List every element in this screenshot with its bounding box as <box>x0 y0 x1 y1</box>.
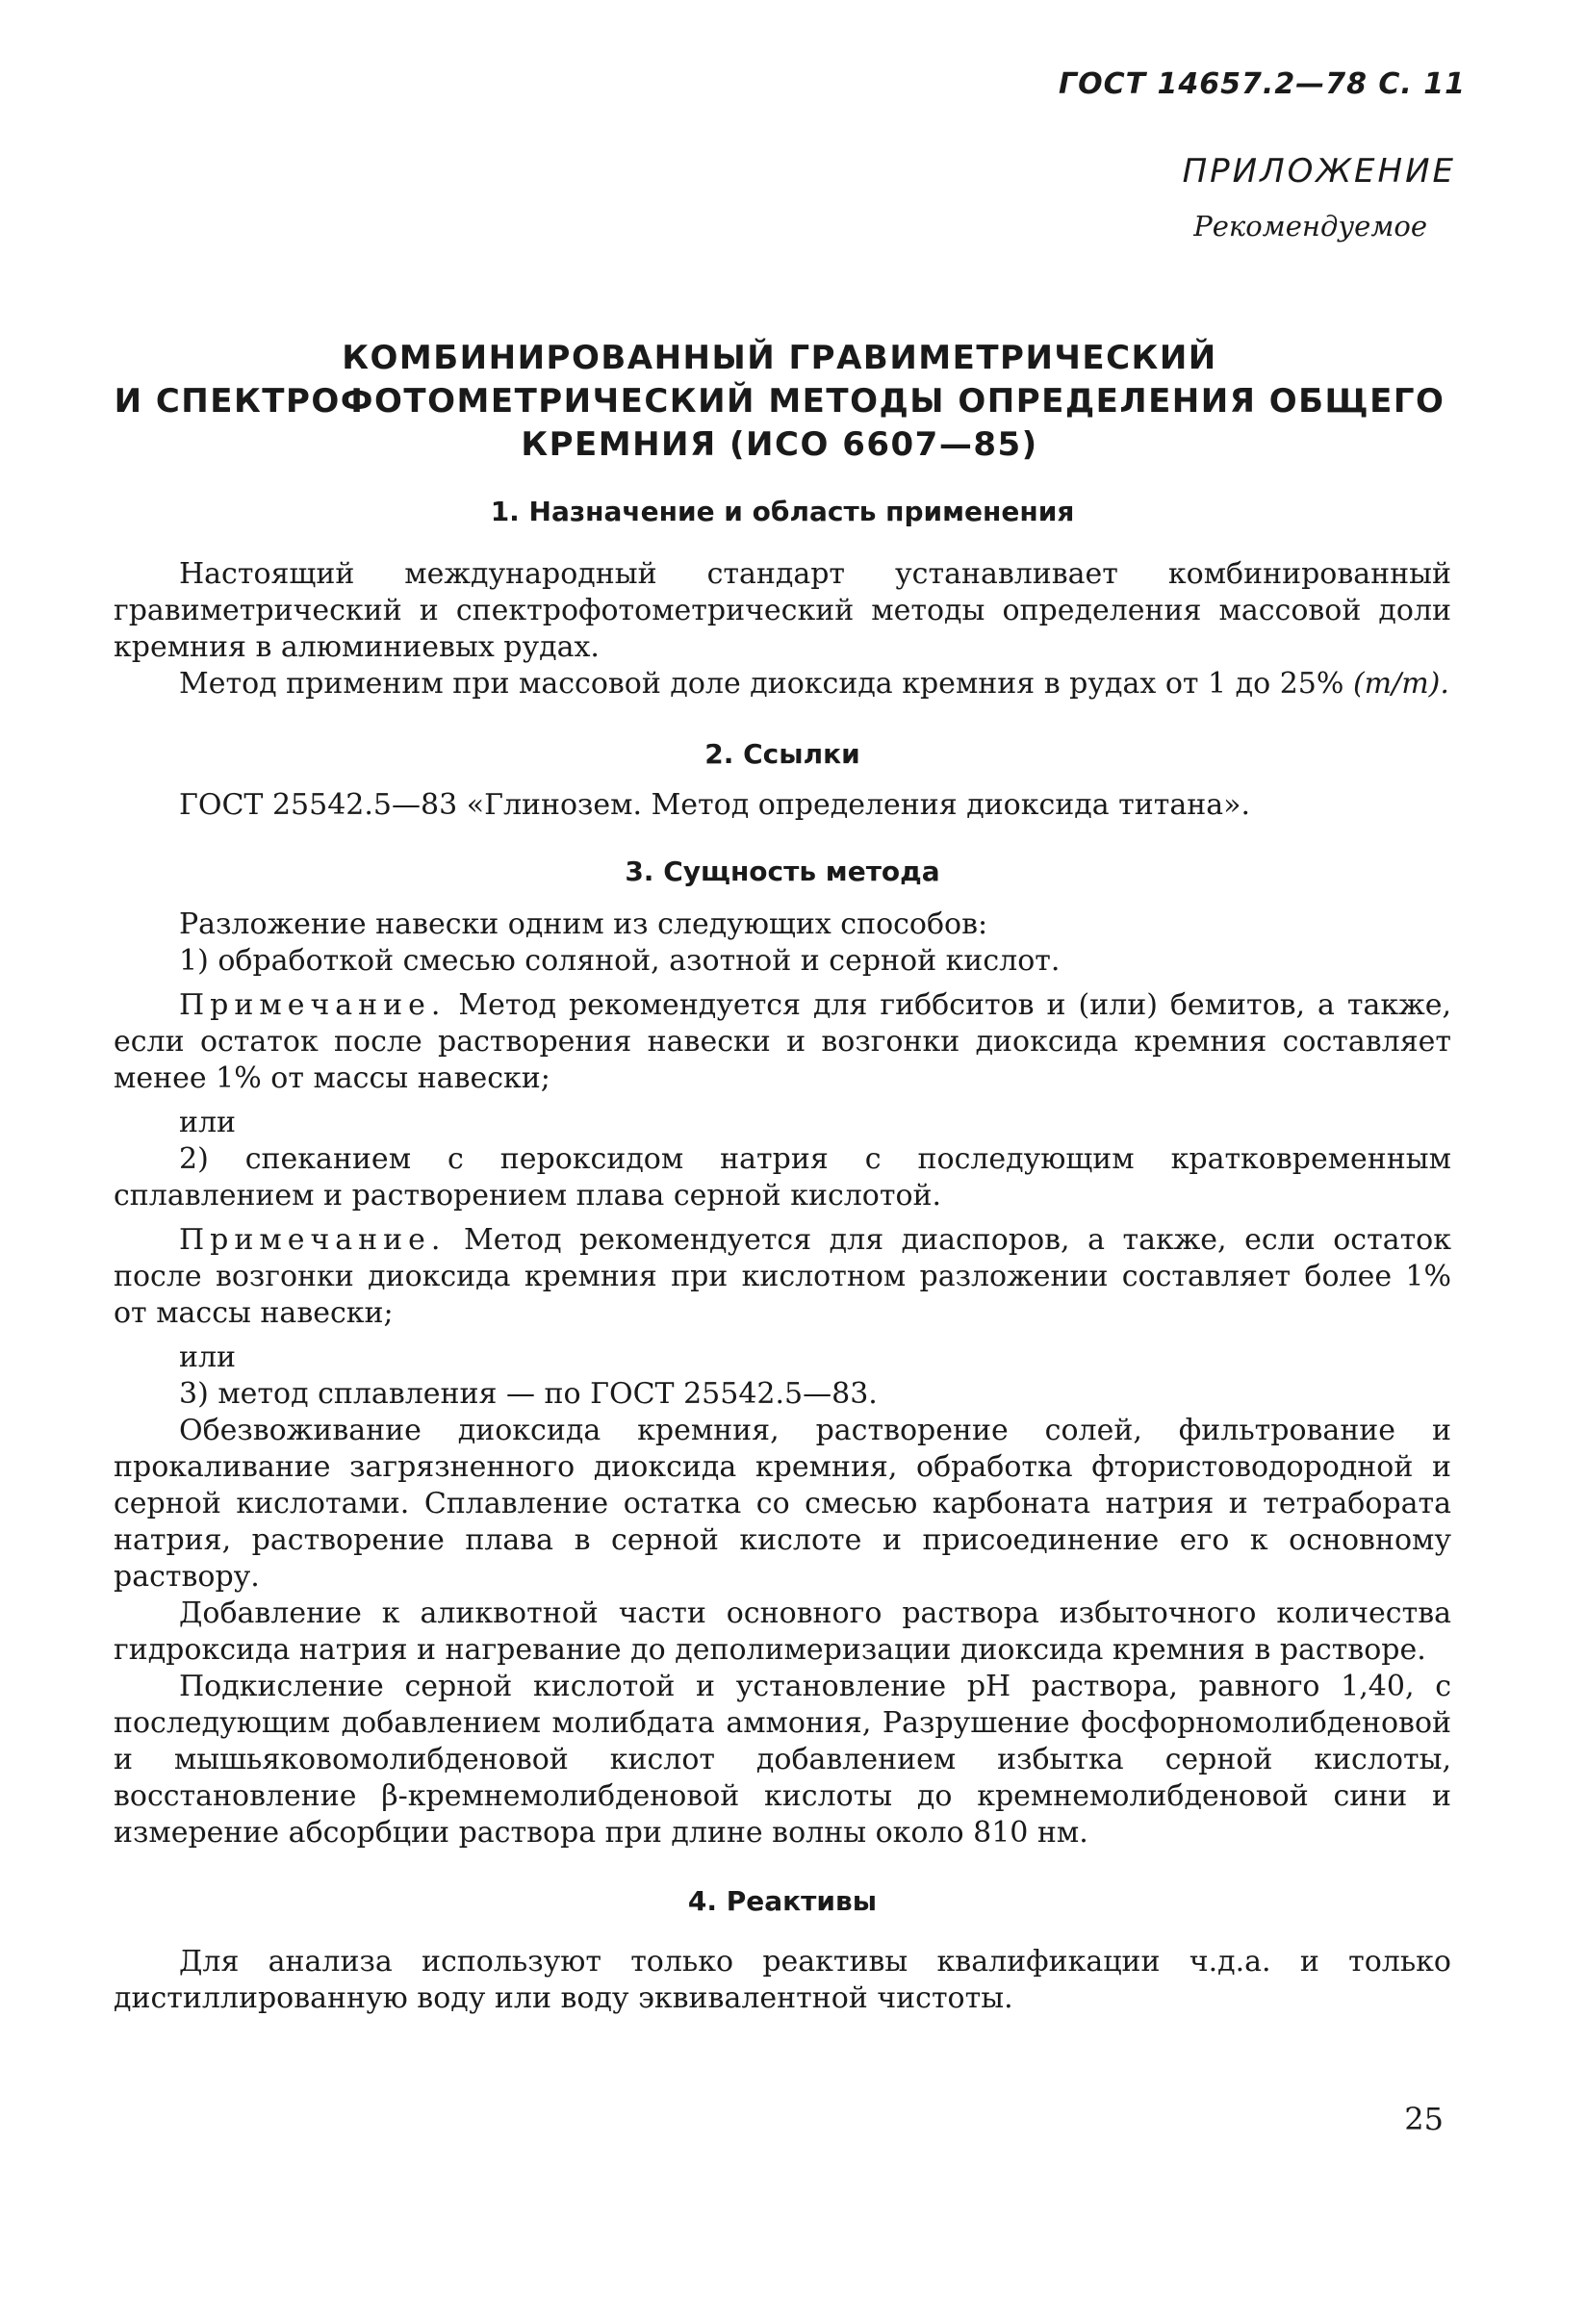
title-line-2: И СПЕКТРОФОТОМЕТРИЧЕСКИЙ МЕТОДЫ ОПРЕДЕЛЕНИЯ ОБЩЕГО <box>114 382 1445 421</box>
section-4-heading: 4. Реактивы <box>687 1885 878 1917</box>
section-3-item-2: 2) спеканием с пероксидом натрия с последующим кратковременным сплавлением и растворением плава серной кислотой. <box>114 1142 1451 1213</box>
section-1-heading: 1. Назначение и область применения <box>490 496 1075 527</box>
section-3-or-1: или <box>179 1106 237 1139</box>
section-3-aliquot: Добавление к аликвотной части основного раствора избыточного количества гидроксида натрия и нагревание до деполимеризации диоксида кремния в растворе. <box>114 1596 1451 1667</box>
title-line-3: КРЕМНИЯ (ИСО 6607—85) <box>521 425 1038 464</box>
section-2-heading: 2. Ссылки <box>704 738 860 770</box>
page-number: 25 <box>1404 2101 1444 2137</box>
title-line-1: КОМБИНИРОВАННЫЙ ГРАВИМЕТРИЧЕСКИЙ <box>342 339 1217 377</box>
note-label-2: Примечание. <box>179 1223 447 1257</box>
section-3-dehydration: Обезвоживание диоксида кремния, растворение солей, фильтрование и прокаливание загрязненного диоксида кремния, обработка фтористоводородной и серной кислотами. Сплавление остатка со смесью карбоната натрия и тетрабората натрия, растворение плава в серной кислоте и присоединение его к основному раствору. <box>114 1414 1451 1594</box>
section-3-acidify: Подкисление серной кислотой и установление pH раствора, равного 1,40, с последующим добавлением молибдата аммония, Разрушение фосфорномолибденовой и мышьяковомолибденовой кислот добавлением избытка серной кислоты, восстановление β-кремнемолибденовой кислоты до кремнемолибденовой сини и измерение абсорбции раствора при длине волны около 810 нм. <box>114 1670 1451 1850</box>
section-1-paragraph-1: Настоящий международный стандарт устанавливает комбинированный гравиметрический и спектрофотометрический методы определения массовой доли кремния в алюминиевых рудах. <box>114 557 1451 664</box>
section-3-note-1 <box>114 987 1451 1097</box>
section-3-note-2 <box>114 1222 1451 1332</box>
recommended-label: Рекомендуемое <box>1193 210 1427 243</box>
section-1-unit: (m/m). <box>1352 667 1449 701</box>
note-label-1: Примечание. <box>179 988 447 1022</box>
section-3-intro: Разложение навески одним из следующих способов: <box>179 907 988 941</box>
document-body <box>114 493 1451 2017</box>
section-1-paragraph-2 <box>114 666 1451 702</box>
document-title <box>106 337 1453 467</box>
section-2-paragraph-1: ГОСТ 25542.5—83 «Глинозем. Метод определения диоксида титана». <box>179 788 1251 822</box>
note-1-text: Метод рекомендуется для гиббситов и (или) бемитов, а также, если остаток после растворения навески и возгонки диоксида кремния составляет менее 1% от массы навески; <box>114 988 1451 1095</box>
note-2-text: Метод рекомендуется для диаспоров, а также, если остаток после возгонки диоксида кремния при кислотном разложении составляет более 1% от массы навески; <box>114 1223 1451 1330</box>
section-3-item-1: 1) обработкой смесью соляной, азотной и серной кислот. <box>179 944 1061 978</box>
section-3-heading: 3. Сущность метода <box>625 856 940 887</box>
section-1-paragraph-2-text: Метод применим при массовой доле диоксида кремния в рудах от 1 до 25% <box>179 667 1344 701</box>
standard-reference: ГОСТ 14657.2—78 С. 11 <box>1059 67 1466 101</box>
section-3-item-3: 3) метод сплавления — по ГОСТ 25542.5—83. <box>179 1377 878 1411</box>
appendix-label: ПРИЛОЖЕНИЕ <box>1182 152 1456 191</box>
section-4-paragraph-1: Для анализа используют только реактивы квалификации ч.д.а. и только дистиллированную воду или воду эквивалентной чистоты. <box>114 1945 1451 2015</box>
section-3-or-2: или <box>179 1341 237 1374</box>
